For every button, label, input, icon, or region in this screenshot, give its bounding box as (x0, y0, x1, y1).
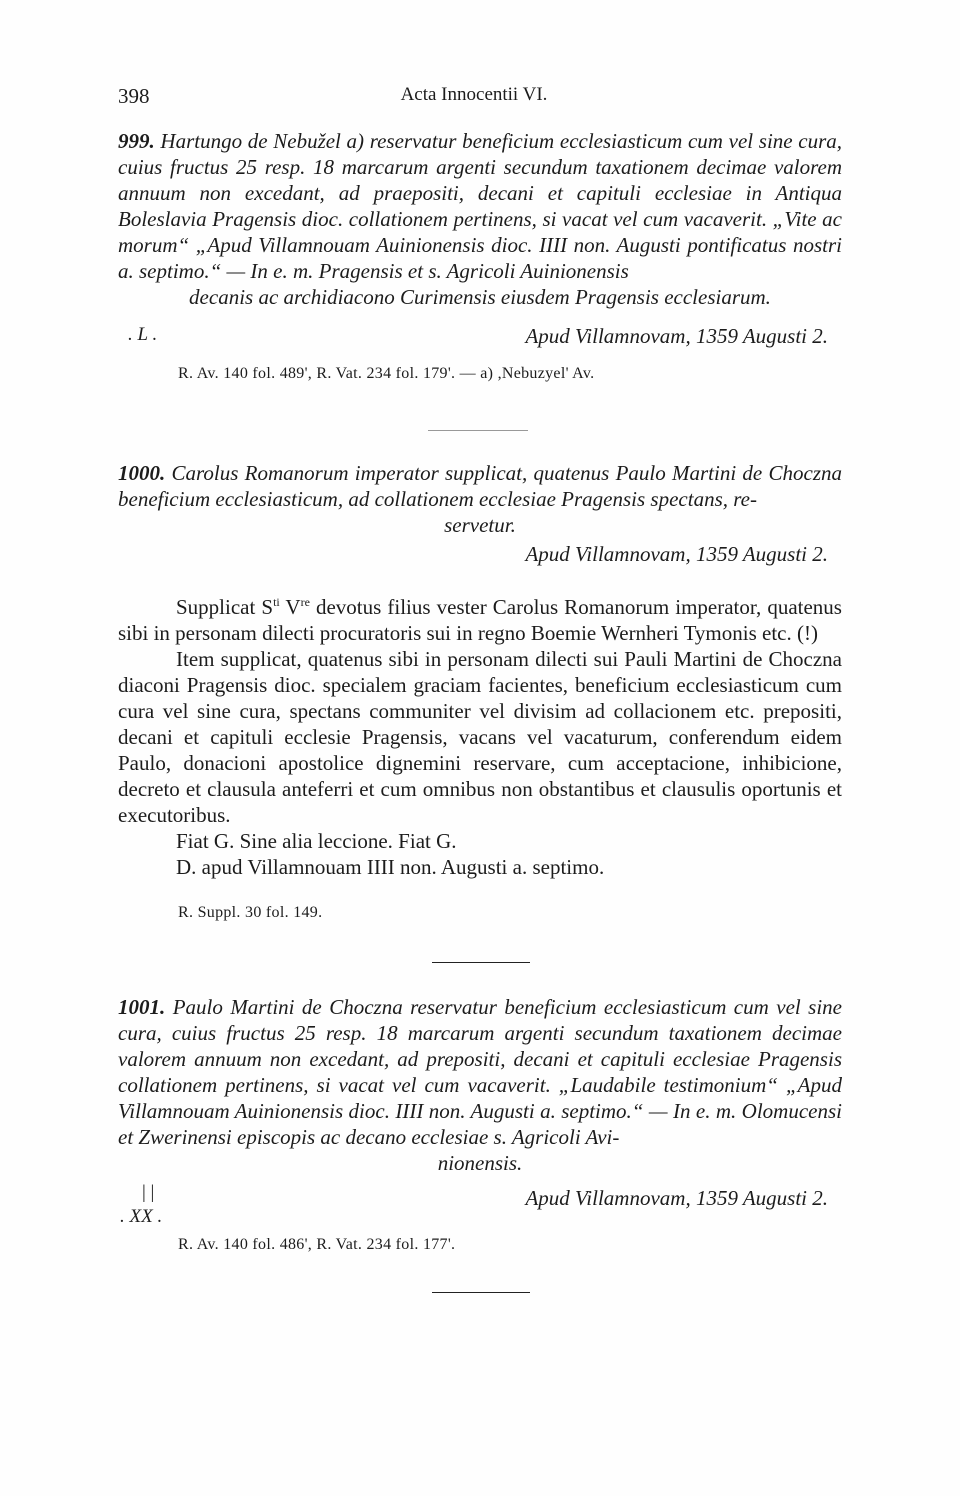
dateline-row (118, 1182, 842, 1234)
entry-1000 (118, 460, 842, 922)
source-reference: R. Av. 140 fol. 486', R. Vat. 234 fol. 177'. (178, 1236, 456, 1253)
regest-text: Hartungo de Nebužel a) reservatur beneficium ecclesiasticum cum vel sine cura, cuius fructus 25 resp. 18 marcarum argenti secundum taxationem decimae valorem annuum non excedant, ad praepositi, decani et capituli ecclesiae in Antiqua Boleslavia Pragensis dioc. collationem pertinens, si vacat vel cum vacaverit. „Vite ac morum“ „Apud Villamnouam Auinionensis dioc. IIII non. Augusti pontificatus nostri a. septimo.“ — In e. m. Pragensis et s. Agricoli Auinionensis (118, 129, 843, 283)
notary-sign: . L . (128, 324, 158, 345)
page-header (118, 84, 830, 110)
notary-sign-top: | | (142, 1182, 155, 1203)
entry-number: 1001. (118, 995, 166, 1019)
entry-999-regest (118, 128, 842, 310)
separator-rule (432, 1292, 530, 1293)
superscript: ti (273, 595, 280, 609)
dateline: Apud Villamnovam, 1359 Augusti 2. (525, 542, 828, 566)
paragraph (118, 589, 842, 646)
paragraph: Fiat G. Sine alia leccione. Fiat G. (176, 829, 457, 853)
entry-1000-regest (118, 460, 842, 538)
entry-999 (118, 128, 842, 383)
regest-text: Paulo Martini de Choczna reservatur beneficium ecclesiasticum cum vel sine cura, cuius fructus 25 resp. 18 marcarum argenti secundum taxationem decimae valorem annuum non excedant, ad prepositi, decani et capituli ecclesiae Pragensis collationem pertinens, si vacat vel cum vacaverit. „Laudabile testimonium“ „Apud Villamnouam Auinionensis dioc. IIII non. Augusti a. septimo.“ — In e. m. Olomucensi et Zwerinensi episcopis ac decano ecclesiae s. Agricoli Avi- (118, 995, 842, 1149)
source-reference: R. Av. 140 fol. 489', R. Vat. 234 fol. 179'. — a) ,Nebuzyel' Av. (178, 365, 595, 382)
dateline-row (118, 542, 842, 567)
notary-sign: . XX . (120, 1206, 163, 1227)
separator-rule (428, 430, 528, 431)
paragraph: Item supplicat, quatenus sibi in personam dilecti sui Pauli Martini de Choczna diaconi Pragensis dioc. specialem graciam facientes, beneficium ecclesiasticum cum cura vel sine cura, spectans communiter vel divisim ad collacionem etc. prepositi, decani et capituli ecclesie Pragensis, vacans vel vacaturum, conferendum eidem Paulo, donacioni apostolice dignemini reservare, cum acceptacione, inhibicione, decreto et clausula anteferri et cum omnibus non obstantibus et clausulis oportunis et executoribus. (118, 647, 842, 827)
regest-continuation: decanis ac archidiacono Curimensis eiusdem Pragensis ecclesiarum. (189, 285, 771, 309)
entry-1001-regest (118, 994, 842, 1176)
dateline-row (118, 324, 842, 349)
entry-number: 999. (118, 129, 155, 153)
regest-continuation: nionensis. (437, 1151, 523, 1175)
running-title: Acta Innocentii VI. (400, 84, 548, 105)
regest-continuation: servetur. (444, 513, 516, 537)
entry-1001 (118, 994, 842, 1254)
text-run: V (279, 595, 301, 619)
text-run: devotus filius vester Carolus Romanorum imperator, quatenus sibi in personam dilecti procuratoris sui in regno Boemie Wernheri Tymonis etc. (!) (118, 595, 842, 645)
dateline: Apud Villamnovam, 1359 Augusti 2. (525, 324, 828, 348)
dateline: Apud Villamnovam, 1359 Augusti 2. (525, 1186, 828, 1210)
paragraph: D. apud Villamnouam IIII non. Augusti a. septimo. (176, 855, 605, 879)
text-run: Supplicat S (176, 595, 274, 619)
supplication-text (118, 589, 842, 880)
source-reference: R. Suppl. 30 fol. 149. (178, 904, 323, 921)
regest-text: Carolus Romanorum imperator supplicat, quatenus Paulo Martini de Choczna beneficium ecclesiasticum, ad collationem ecclesiae Pragensis spectans, re- (118, 461, 843, 511)
entry-number: 1000. (118, 461, 166, 485)
page-number: 398 (118, 84, 150, 108)
superscript: re (300, 595, 310, 609)
separator-rule (432, 962, 530, 963)
